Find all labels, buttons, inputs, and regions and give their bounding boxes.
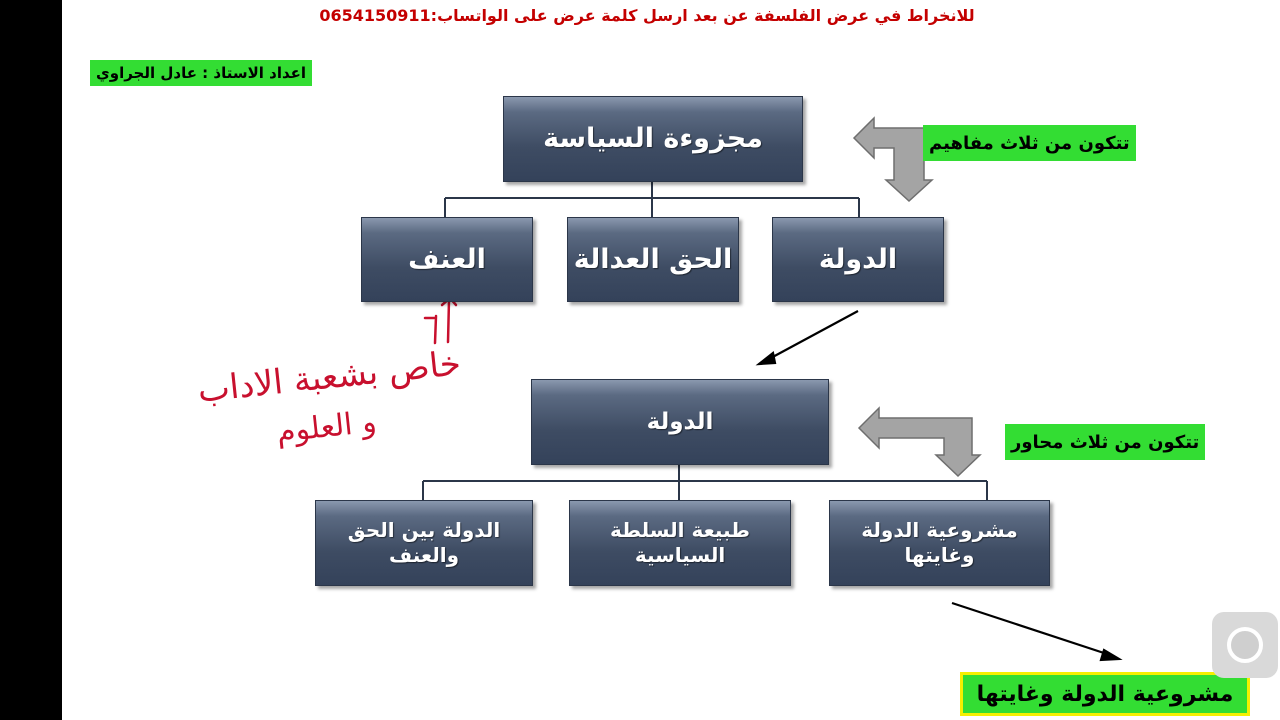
whatsapp-notice: للانخراط في عرض الفلسفة عن بعد ارسل كلمة عرض على الواتساب:0654150911 bbox=[319, 6, 975, 25]
handwritten-line-2: خاص بشعبة الاداب bbox=[195, 343, 463, 411]
axis-box-state-right-violence-line2: والعنف bbox=[388, 543, 460, 567]
axis-box-political-power-line2: السياسية bbox=[634, 543, 726, 567]
axis-box-state-right-violence bbox=[315, 500, 533, 586]
axis-box-legitimacy-line2: وغايتها bbox=[904, 543, 975, 567]
concept-box-state: الدولة bbox=[772, 217, 944, 302]
bent-arrow-top bbox=[854, 118, 932, 201]
arrow-head-1 bbox=[759, 353, 775, 364]
concept-box-right-justice: الحق العدالة bbox=[567, 217, 739, 302]
author-label: اعداد الاستاذ : عادل الجراوي bbox=[90, 60, 312, 86]
handwritten-line-3: و العلوم bbox=[274, 404, 379, 450]
axis-box-political-power-line1: طبيعة السلطة bbox=[609, 518, 751, 542]
bottom-topic-label: مشروعية الدولة وغايتها bbox=[960, 672, 1250, 716]
note-three-axes: تتكون من ثلاث محاور bbox=[1005, 424, 1205, 460]
axis-box-state-right-violence-line1: الدولة بين الحق bbox=[347, 518, 501, 542]
screen-capture-button[interactable] bbox=[1212, 612, 1278, 678]
root-box-state: الدولة bbox=[531, 379, 829, 465]
arrow-to-bottom-label bbox=[952, 603, 1110, 655]
note-three-concepts: تتكون من ثلاث مفاهيم bbox=[923, 125, 1136, 161]
arrow-head-2 bbox=[1101, 650, 1119, 660]
root-box-politics-module: مجزوءة السياسة bbox=[503, 96, 803, 182]
slide-canvas bbox=[62, 0, 1280, 720]
bent-arrow-middle bbox=[859, 408, 980, 476]
arrow-to-second-diagram bbox=[769, 311, 858, 359]
axis-box-legitimacy-line1: مشروعية الدولة bbox=[861, 518, 1018, 542]
capture-circle-icon bbox=[1227, 627, 1263, 663]
concept-box-violence: العنف bbox=[361, 217, 533, 302]
axis-box-political-power bbox=[569, 500, 791, 586]
axis-box-legitimacy bbox=[829, 500, 1050, 586]
